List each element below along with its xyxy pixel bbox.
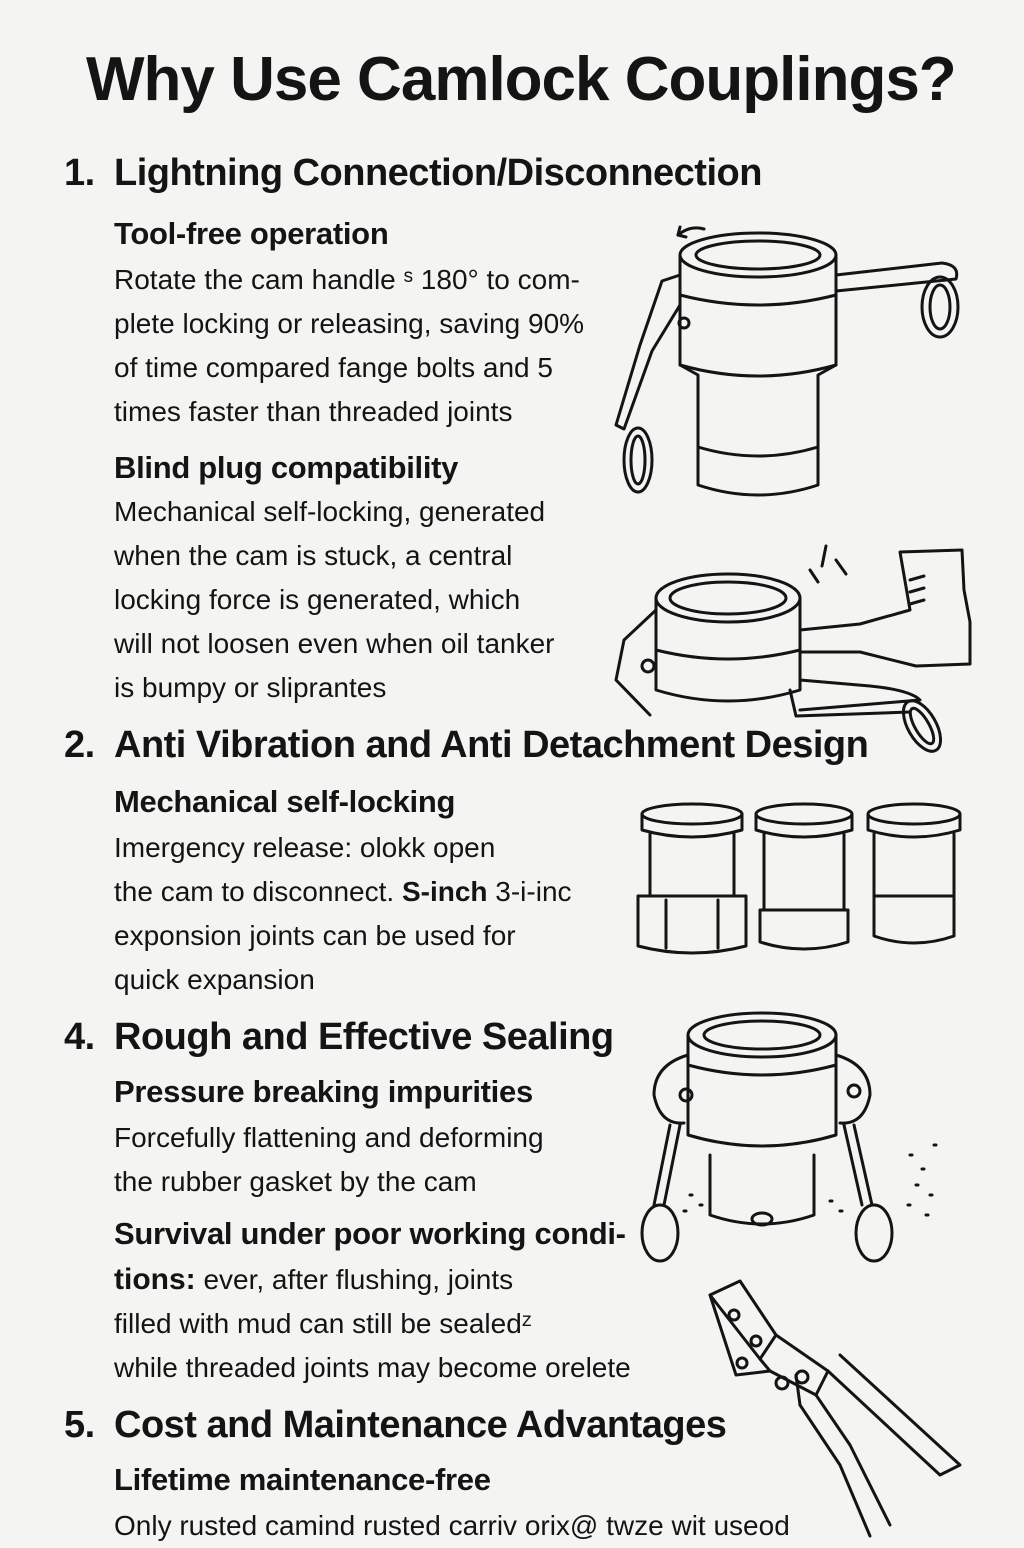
page-title: Why Use Camlock Couplings? xyxy=(86,45,956,114)
text-line: exponsion joints can be used for xyxy=(114,920,516,951)
camlock-coupler-icon xyxy=(600,215,980,515)
text-run-bold: S-inch xyxy=(401,876,488,907)
text-line: while threaded joints may become orelete xyxy=(114,1352,631,1383)
blind-plug-text xyxy=(114,490,554,710)
section-1-heading xyxy=(64,152,762,195)
section-number: 1. xyxy=(64,152,95,194)
text-line: will not loosen even when oil tanker xyxy=(114,628,555,659)
text-run: 3-i-inc xyxy=(495,876,572,907)
lifetime-text xyxy=(114,1504,790,1548)
text-line: Only rusted camind rusted carriv orix@ twze wit useod xyxy=(114,1510,790,1541)
boot-coupler-icon xyxy=(610,540,980,780)
text-line: Rotate the cam handle ˢ 180° to com- xyxy=(114,264,580,295)
text-line xyxy=(114,1258,631,1302)
text-run: ever, after flushing, joints xyxy=(203,1264,514,1295)
self-locking-heading: Mechanical self-locking xyxy=(114,784,456,819)
text-line: locking force is generated, which xyxy=(114,584,521,615)
text-line: filled with mud can still be sealedᶻ xyxy=(114,1308,532,1339)
section-number: 2. xyxy=(64,724,95,766)
section-number: 4. xyxy=(64,1016,95,1058)
text-line xyxy=(114,870,572,914)
section-5-heading xyxy=(64,1404,726,1447)
text-line: of time compared fange bolts and 5 xyxy=(114,352,553,383)
survival-heading-cont: tions: xyxy=(114,1263,196,1296)
lifetime-heading: Lifetime maintenance-free xyxy=(114,1462,491,1497)
pressure-heading: Pressure breaking impurities xyxy=(114,1074,533,1109)
text-line: when the cam is stuck, a central xyxy=(114,540,513,571)
text-run: the cam to disconnect. xyxy=(114,876,395,907)
tool-free-text xyxy=(114,258,584,434)
section-title: Lightning Connection/Disconnection xyxy=(114,152,762,194)
section-title: Rough and Effective Sealing xyxy=(114,1016,614,1058)
text-line: plete locking or releasing, saving 90% xyxy=(114,308,585,339)
bolt-cutter-icon xyxy=(700,1275,980,1536)
text-line: times faster than threaded joints xyxy=(114,396,513,427)
blind-plug-heading: Blind plug compatibility xyxy=(114,450,459,485)
section-number: 5. xyxy=(64,1404,95,1446)
section-title: Cost and Maintenance Advantages xyxy=(114,1404,727,1446)
pressure-text xyxy=(114,1116,544,1204)
text-line: quick expansion xyxy=(114,964,315,995)
text-line: Imergency release: olokk open xyxy=(114,832,496,863)
sealing-coupler-icon xyxy=(640,1005,960,1265)
text-line: is bumpy or sliprantes xyxy=(114,672,387,703)
section-title: Anti Vibration and Anti Detachment Design xyxy=(114,724,869,766)
section-4-heading xyxy=(64,1016,614,1059)
text-line: the rubber gasket by the cam xyxy=(114,1166,477,1197)
self-locking-text xyxy=(114,826,572,1002)
text-line: Mechanical self-locking, generated xyxy=(114,496,546,527)
text-line: Forcefully flattening and deforming xyxy=(114,1122,544,1153)
tool-free-heading: Tool-free operation xyxy=(114,216,389,251)
survival-heading: Survival under poor working condi- xyxy=(114,1216,626,1251)
adapters-icon xyxy=(630,800,970,970)
survival-text xyxy=(114,1258,631,1390)
